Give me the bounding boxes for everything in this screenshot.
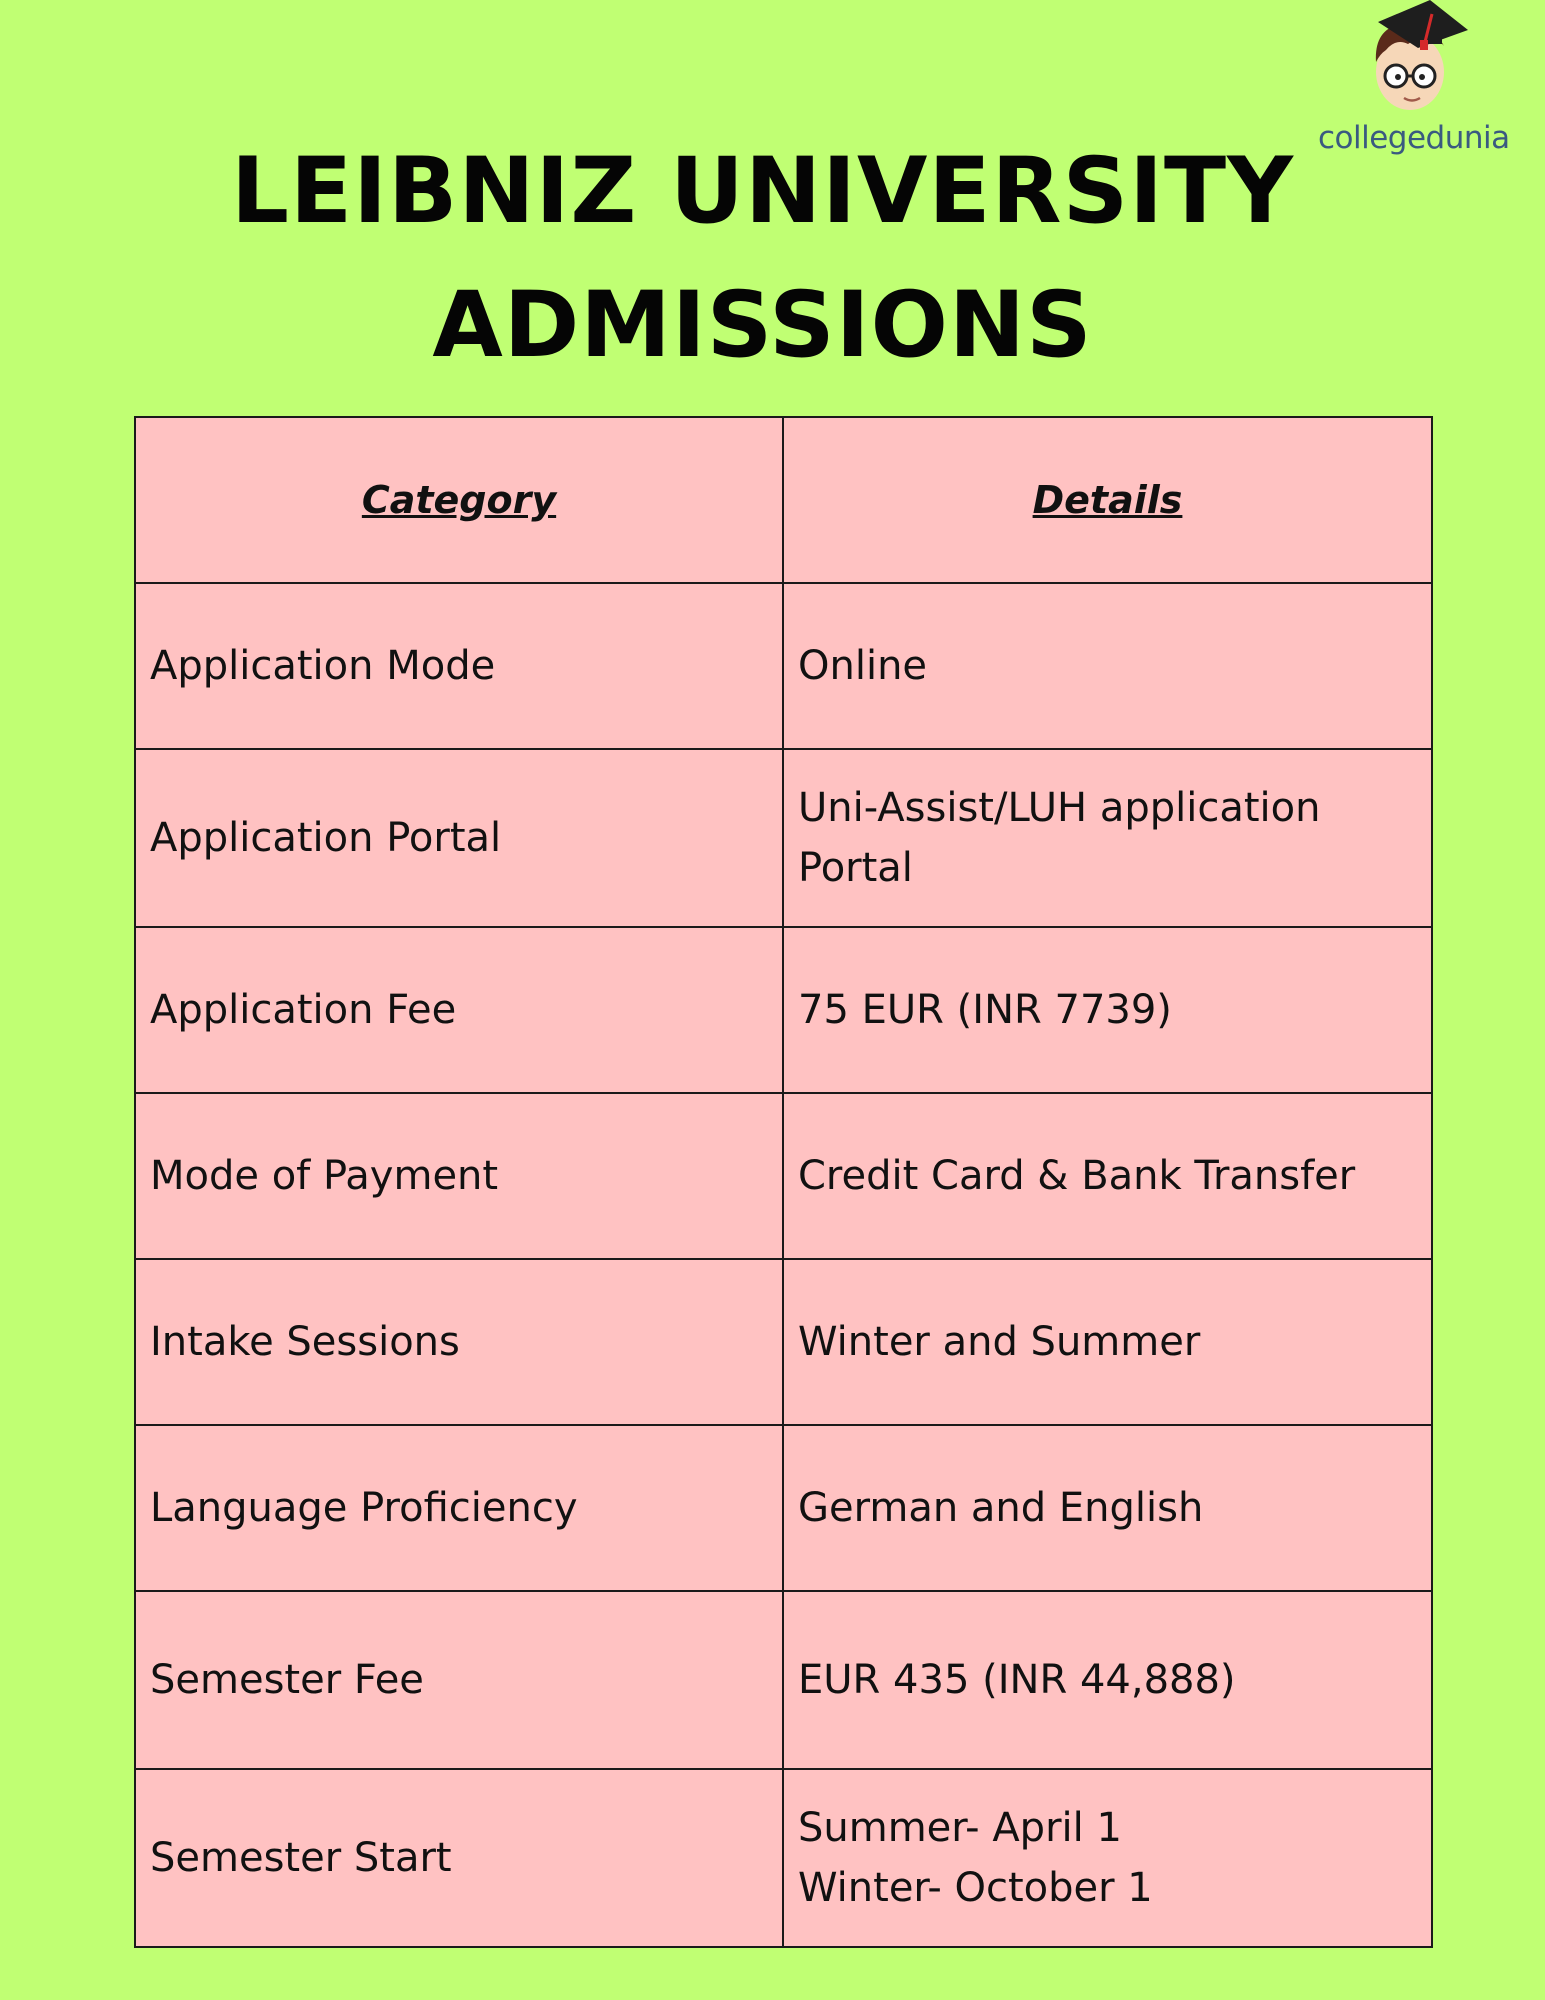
table-row [135,583,1432,749]
student-mascot-icon [1360,0,1470,120]
details-cell: Online [783,583,1432,749]
table-row [135,749,1432,927]
category-cell: Semester Start [135,1769,783,1947]
details-cell: Winter and Summer [783,1259,1432,1425]
page-title [160,125,1365,393]
brand-name: collegedunia [1318,120,1510,156]
table-row [135,927,1432,1093]
details-cell: German and English [783,1425,1432,1591]
details-cell: Uni-Assist/LUH application Portal [783,749,1432,927]
category-cell: Mode of Payment [135,1093,783,1259]
details-cell: Summer- April 1 Winter- October 1 [783,1769,1432,1947]
page-title-line-1: LEIBNIZ UNIVERSITY [231,139,1294,244]
details-cell: 75 EUR (INR 7739) [783,927,1432,1093]
category-cell: Application Fee [135,927,783,1093]
page-title-line-2: ADMISSIONS [432,273,1093,378]
table-header-row [135,417,1432,583]
table-row [135,1259,1432,1425]
category-cell: Application Mode [135,583,783,749]
admissions-table [134,416,1433,1948]
table-row [135,1591,1432,1769]
category-cell: Semester Fee [135,1591,783,1769]
category-cell: Language Proficiency [135,1425,783,1591]
table-row [135,1093,1432,1259]
details-cell: EUR 435 (INR 44,888) [783,1591,1432,1769]
table-row [135,1769,1432,1947]
column-header-category: Category [135,417,783,583]
category-cell: Intake Sessions [135,1259,783,1425]
details-cell: Credit Card & Bank Transfer [783,1093,1432,1259]
column-header-details: Details [783,417,1432,583]
category-cell: Application Portal [135,749,783,927]
table-row [135,1425,1432,1591]
